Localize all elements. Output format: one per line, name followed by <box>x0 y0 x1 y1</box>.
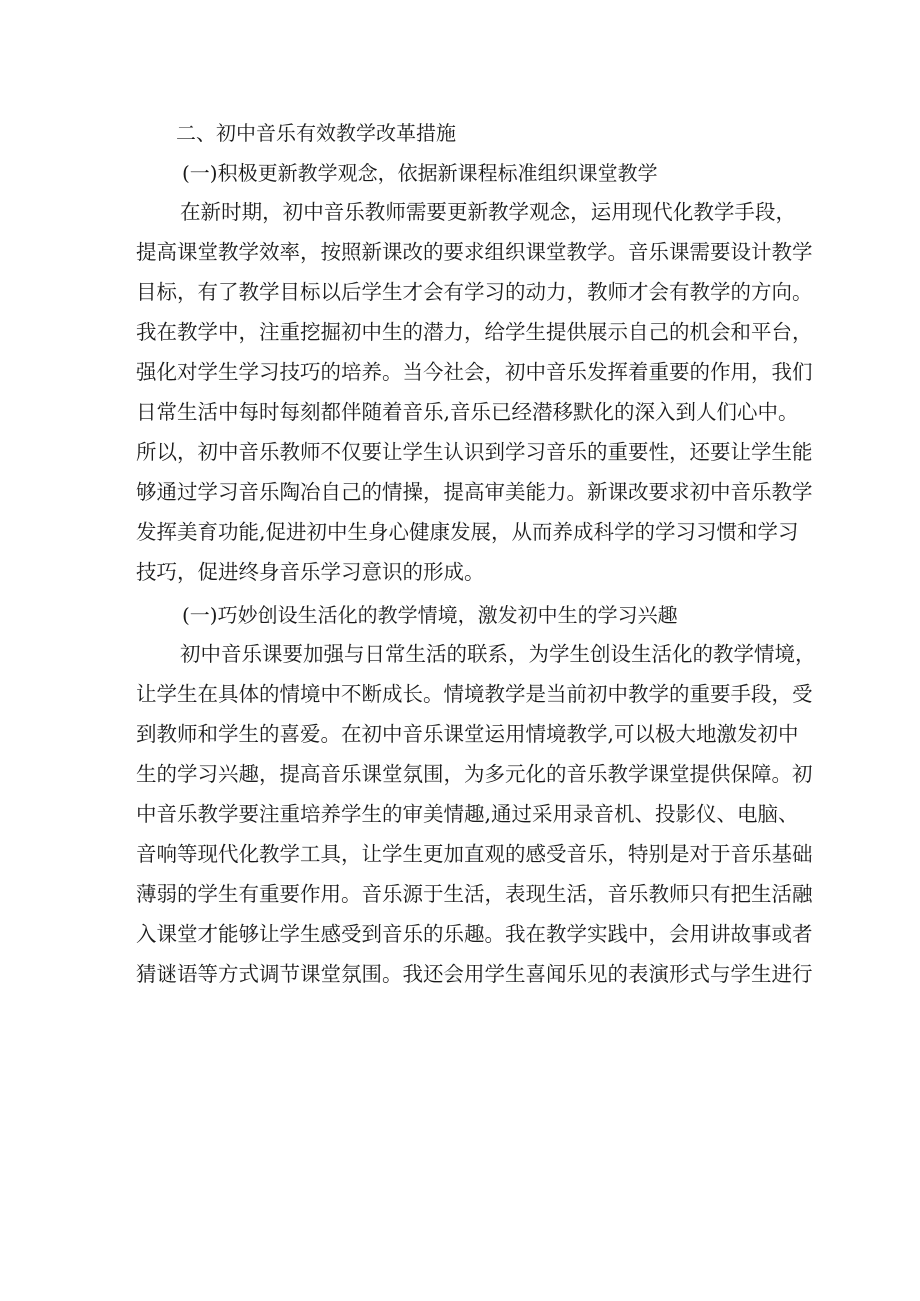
paragraph-line: 初中音乐课要加强与日常生活的联系，为学生创设生活化的教学情境， <box>180 642 816 666</box>
subsection-heading-2: (一)巧妙创设生活化的教学情境，激发初中生的学习兴趣 <box>182 603 678 627</box>
paragraph-line: 猜谜语等方式调节课堂氛围。我还会用学生喜闻乐见的表演形式与学生进行 <box>136 962 813 986</box>
paragraph-line: 音响等现代化教学工具，让学生更加直观的感受音乐，特别是对于音乐基础 <box>136 842 813 866</box>
paragraph-line: 发挥美育功能,促进初中生身心健康发展，从而养成科学的学习习惯和学习 <box>136 520 799 544</box>
section-heading: 二、初中音乐有效教学改革措施 <box>176 121 456 145</box>
paragraph-line: 够通过学习音乐陶冶自己的情操，提高审美能力。新课改要求初中音乐教学 <box>136 480 813 504</box>
paragraph-line: 在新时期，初中音乐教师需要更新教学观念，运用现代化教学手段， <box>180 200 796 224</box>
paragraph-line: 中音乐教学要注重培养学生的审美情趣,通过采用录音机、投影仪、电脑、 <box>136 802 799 826</box>
paragraph-2 <box>136 634 816 994</box>
paragraph-line: 目标，有了教学目标以后学生才会有学习的动力，教师才会有教学的方向。 <box>136 280 813 304</box>
paragraph-line: 技巧，促进终身音乐学习意识的形成。 <box>136 560 485 584</box>
document-page <box>136 114 816 994</box>
paragraph-line: 我在教学中，注重挖掘初中生的潜力，给学生提供展示自己的机会和平台， <box>136 320 813 344</box>
paragraph-line: 强化对学生学习技巧的培养。当今社会，初中音乐发挥着重要的作用，我们 <box>136 360 813 384</box>
paragraph-line: 让学生在具体的情境中不断成长。情境教学是当前初中教学的重要手段，受 <box>136 682 813 706</box>
paragraph-line: 所以，初中音乐教师不仅要让学生认识到学习音乐的重要性，还要让学生能 <box>136 440 813 464</box>
subsection-heading-1: (一)积极更新教学观念，依据新课程标准组织课堂教学 <box>182 161 658 185</box>
paragraph-line: 薄弱的学生有重要作用。音乐源于生活，表现生活，音乐教师只有把生活融 <box>136 882 813 906</box>
paragraph-1 <box>136 192 813 592</box>
paragraph-line: 提高课堂教学效率，按照新课改的要求组织课堂教学。音乐课需要设计教学 <box>136 240 813 264</box>
paragraph-line: 入课堂才能够让学生感受到音乐的乐趣。我在教学实践中，会用讲故事或者 <box>136 922 813 946</box>
paragraph-line: 日常生活中每时每刻都伴随着音乐,音乐已经潜移默化的深入到人们心中。 <box>136 400 799 424</box>
paragraph-line: 生的学习兴趣，提高音乐课堂氛围，为多元化的音乐教学课堂提供保障。初 <box>136 762 813 786</box>
paragraph-line: 到教师和学生的喜爱。在初中音乐课堂运用情境教学,可以极大地激发初中 <box>136 722 799 746</box>
